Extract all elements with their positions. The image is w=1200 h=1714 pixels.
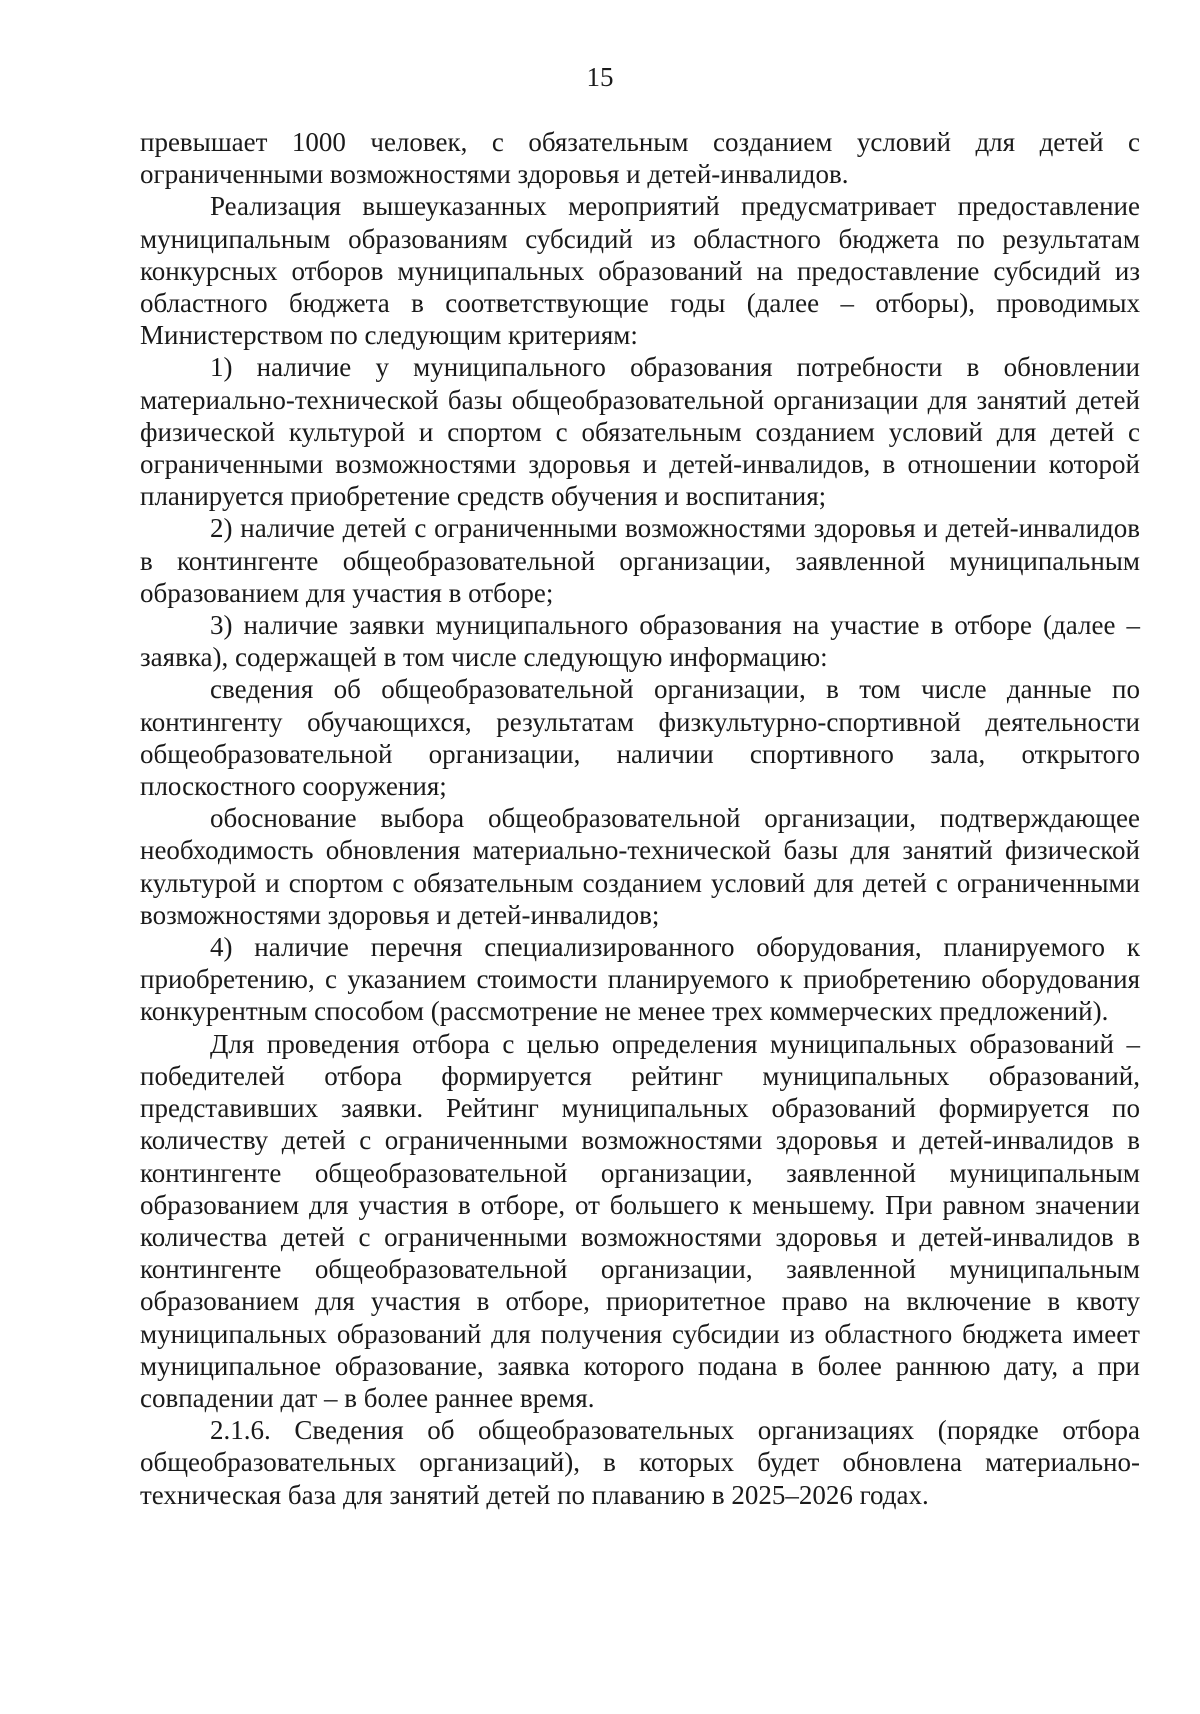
- criterion-1: 1) наличие у муниципального образования потребности в обновлении материально-технической базы общеобразовательной организации для занятий детей физической культурой и спортом с обязательным созданием условий для детей с ограниченными возможностями здоровья и детей-инвалидов, в отношении которой планируется приобретение средств обучения и воспитания;: [140, 352, 1140, 512]
- paragraph-implementation: Реализация вышеуказанных мероприятий предусматривает предоставление муниципальным образованиям субсидий из областного бюджета по результатам конкурсных отборов муниципальных образований на предоставление субсидий из областного бюджета в соответствующие годы (далее – отборы), проводимых Министерством по следующим критериям:: [140, 191, 1140, 351]
- criterion-3: 3) наличие заявки муниципального образования на участие в отборе (далее – заявка), содержащей в том числе следующую информацию:: [140, 610, 1140, 673]
- page-number: 15: [586, 62, 614, 92]
- paragraph-continuation: превышает 1000 человек, с обязательным созданием условий для детей с ограниченными возможностями здоровья и детей-инвалидов.: [140, 127, 1140, 190]
- document-body: [140, 126, 1140, 1511]
- criterion-3-item-info: сведения об общеобразовательной организации, в том числе данные по контингенту обучающихся, результатам физкультурно-спортивной деятельности общеобразовательной организации, наличии спортивного зала, открытого плоскостного сооружения;: [140, 674, 1140, 802]
- criterion-4: 4) наличие перечня специализированного оборудования, планируемого к приобретению, с указанием стоимости планируемого к приобретению оборудования конкурентным способом (рассмотрение не менее трех коммерческих предложений).: [140, 932, 1140, 1027]
- criterion-3-item-justification: обоснование выбора общеобразовательной организации, подтверждающее необходимость обновления материально-технической базы для занятий физической культурой и спортом с обязательным созданием условий для детей с ограниченными возможностями здоровья и детей-инвалидов;: [140, 803, 1140, 930]
- section-2-1-6: 2.1.6. Сведения об общеобразовательных организациях (порядке отбора общеобразовательных организаций), в которых будет обновлена материально-техническая база для занятий детей по плаванию в 2025–2026 годах.: [140, 1415, 1140, 1510]
- paragraph-rating: Для проведения отбора с целью определения муниципальных образований – победителей отбора формируется рейтинг муниципальных образований, представивших заявки. Рейтинг муниципальных образований формируется по количеству детей с ограниченными возможностями здоровья и детей-инвалидов в контингенте общеобразовательной организации, заявленной муниципальным образованием для участия в отборе, от большего к меньшему. При равном значении количества детей с ограниченными возможностями здоровья и детей-инвалидов в контингенте общеобразовательной организации, заявленной муниципальным образованием для участия в отборе, приоритетное право на включение в квоту муниципальных образований для получения субсидии из областного бюджета имеет муниципальное образование, заявка которого подана в более раннюю дату, а при совпадении дат – в более раннее время.: [140, 1028, 1140, 1413]
- criterion-2: 2) наличие детей с ограниченными возможностями здоровья и детей-инвалидов в контингенте общеобразовательной организации, заявленной муниципальным образованием для участия в отборе;: [140, 513, 1140, 608]
